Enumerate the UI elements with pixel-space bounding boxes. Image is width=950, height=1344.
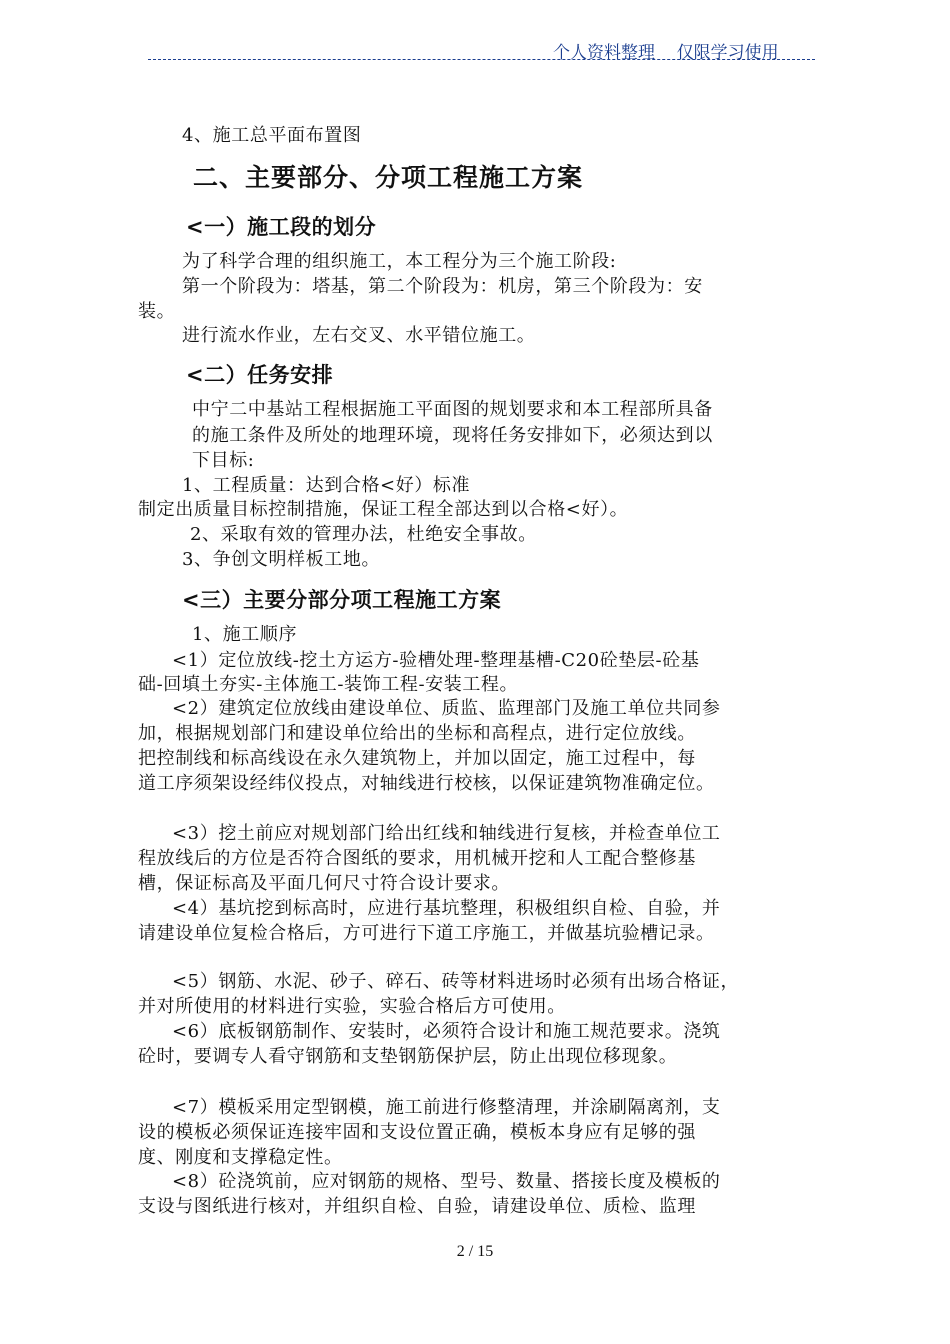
text-line: 为了科学合理的组织施工，本工程分为三个施工阶段: [182, 251, 617, 272]
text-line: <3）挖土前应对规划部门给出红线和轴线进行复核，并检查单位工 [172, 823, 721, 844]
text-line: 道工序须架设经纬仪投点，对轴线进行校核，以保证建筑物准确定位。 [138, 773, 715, 794]
text-line: 砼时，要调专人看守钢筋和支垫钢筋保护层，防止出现位移现象。 [138, 1046, 678, 1067]
text-line: <6）底板钢筋制作、安装时，必须符合设计和施工规范要求。浇筑 [172, 1021, 721, 1042]
header-divider [148, 59, 815, 60]
text-line: 把控制线和标高线设在永久建筑物上，并加以固定，施工过程中，每 [138, 748, 696, 769]
text-line: 进行流水作业，左右交叉、水平错位施工。 [182, 325, 536, 346]
text-line: 1、施工顺序 [192, 624, 298, 645]
text-line: 制定出质量目标控制措施，保证工程全部达到以合格<好）。 [138, 499, 629, 520]
section-heading: 二、主要部分、分项工程施工方案 [193, 163, 584, 192]
text-line: <1）定位放线-挖土方运方-验槽处理-整理基槽-C20砼垫层-砼基 [172, 650, 700, 671]
subsection-heading: <二）任务安排 [186, 363, 334, 387]
page-number: 2 / 15 [456, 1243, 494, 1260]
subsection-heading: <一）施工段的划分 [186, 215, 377, 239]
text-line: 槽，保证标高及平面几何尺寸符合设计要求。 [138, 873, 510, 894]
text-line: 础-回填土夯实-主体施工-装饰工程-安装工程。 [138, 674, 519, 695]
text-line: 第一个阶段为：塔基，第二个阶段为：机房，第三个阶段为：安 [182, 276, 703, 297]
text-line: 支设与图纸进行核对，并组织自检、自验，请建设单位、质检、监理 [138, 1196, 696, 1217]
text-line: 装。 [138, 301, 176, 322]
text-line: <5）钢筋、水泥、砂子、碎石、砖等材料进场时必须有出场合格证， [172, 971, 740, 992]
text-line: 1、工程质量：达到合格<好）标准 [182, 475, 471, 496]
text-line: 中宁二中基站工程根据施工平面图的规划要求和本工程部所具备 [192, 399, 713, 420]
text-line: 并对所使用的材料进行实验，实验合格后方可使用。 [138, 996, 566, 1017]
text-line: <8）砼浇筑前，应对钢筋的规格、型号、数量、搭接长度及模板的 [172, 1171, 721, 1192]
text-line: 请建设单位复检合格后，方可进行下道工序施工，并做基坑验槽记录。 [138, 923, 715, 944]
text-line: <7）模板采用定型钢模，施工前进行修整清理，并涂刷隔离剂，支 [172, 1097, 721, 1118]
text-line: 加，根据规划部门和建设单位给出的坐标和高程点，进行定位放线。 [138, 723, 696, 744]
text-line: 度、刚度和支撑稳定性。 [138, 1147, 343, 1168]
text-line: 2、采取有效的管理办法，杜绝安全事故。 [190, 524, 537, 545]
page-header: 个人资料整理 仅限学习使用 [553, 43, 779, 63]
text-line: <2）建筑定位放线由建设单位、质监、监理部门及施工单位共同参 [172, 698, 721, 719]
subsection-heading: <三）主要分部分项工程施工方案 [182, 588, 502, 612]
text-line: 4、施工总平面布置图 [182, 125, 362, 146]
text-line: 设的模板必须保证连接牢固和支设位置正确，模板本身应有足够的强 [138, 1122, 696, 1143]
text-line: <4）基坑挖到标高时，应进行基坑整理，积极组织自检、自验，并 [172, 898, 721, 919]
text-line: 程放线后的方位是否符合图纸的要求，用机械开挖和人工配合整修基 [138, 848, 696, 869]
text-line: 下目标: [192, 450, 255, 471]
text-line: 的施工条件及所处的地理环境，现将任务安排如下，必须达到以 [192, 425, 713, 446]
text-line: 3、争创文明样板工地。 [182, 549, 381, 570]
